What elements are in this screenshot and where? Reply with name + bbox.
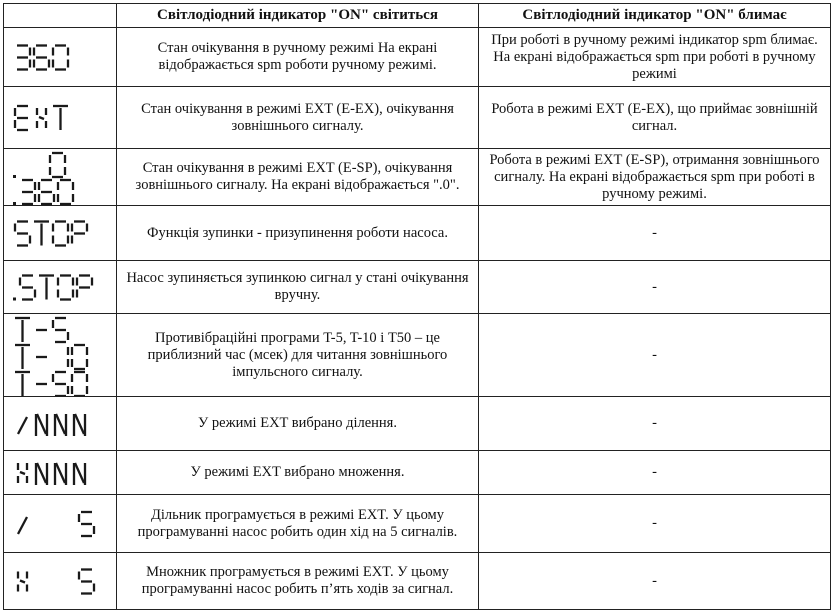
display-cell — [4, 206, 117, 261]
blink-description: - — [479, 451, 831, 495]
on-description: У режимі EXT вибрано множення. — [117, 451, 479, 495]
segment-display — [7, 262, 113, 313]
blink-description: - — [479, 206, 831, 261]
segment-display — [7, 554, 113, 609]
table-row — [4, 261, 831, 314]
display-cell — [4, 149, 117, 206]
display-cell — [4, 451, 117, 495]
on-description: Стан очікування в режимі EXT (E-EX), очікування зовнішнього сигналу. — [117, 87, 479, 149]
blink-description: - — [479, 261, 831, 314]
blink-description: - — [479, 553, 831, 610]
table-row — [4, 87, 831, 149]
segment-display — [7, 452, 113, 494]
segment-display — [7, 496, 113, 552]
segment-display — [7, 398, 113, 450]
segment-display — [7, 150, 113, 205]
header-display — [4, 4, 117, 28]
on-description: Стан очікування в ручному режимі На екрані відображається spm роботи ручному режимі. — [117, 28, 479, 87]
display-cell — [4, 553, 117, 610]
table-row — [4, 206, 831, 261]
table-row — [4, 397, 831, 451]
blink-description: При роботі в ручному режимі індикатор spm блимає. На екрані відображається spm при роботі в ручному режимі — [479, 28, 831, 87]
on-description: Насос зупиняється зупинкою сигнал у стані очікування вручну. — [117, 261, 479, 314]
display-cell — [4, 397, 117, 451]
display-cell — [4, 261, 117, 314]
table-row — [4, 553, 831, 610]
on-description: Функція зупинки - призупинення роботи насоса. — [117, 206, 479, 261]
segment-display — [7, 315, 113, 396]
segment-display — [7, 29, 113, 86]
indicator-table — [3, 3, 831, 610]
blink-description: - — [479, 314, 831, 397]
display-cell — [4, 314, 117, 397]
display-cell — [4, 495, 117, 553]
display-cell — [4, 87, 117, 149]
on-description: Множник програмується в режимі EXT. У цьому програмуванні насос робить п’ять ходів за сигнал. — [117, 553, 479, 610]
blink-description: - — [479, 397, 831, 451]
header-led-blink: Світлодіодний індикатор "ON" блимає — [479, 4, 831, 28]
header-row — [4, 4, 831, 28]
on-description: У режимі EXT вибрано ділення. — [117, 397, 479, 451]
display-cell — [4, 28, 117, 87]
segment-display — [7, 88, 113, 148]
header-led-on: Світлодіодний індикатор "ON" світиться — [117, 4, 479, 28]
on-description: Противібраційні програми T-5, T-10 і T50 – це приблизний час (мсек) для читання зовнішнього імпульсного сигналу. — [117, 314, 479, 397]
blink-description: Робота в режимі EXT (E-SP), отримання зовнішнього сигналу. На екрані відображається spm при роботі в ручному режимі. — [479, 149, 831, 206]
segment-display — [7, 207, 113, 260]
table-row — [4, 314, 831, 397]
blink-description: Робота в режимі EXT (E-EX), що приймає зовнішній сигнал. — [479, 87, 831, 149]
table-row — [4, 451, 831, 495]
table-row — [4, 149, 831, 206]
on-description: Стан очікування в режимі EXT (E-SP), очікування зовнішнього сигналу. На екрані відображається ".0". — [117, 149, 479, 206]
blink-description: - — [479, 495, 831, 553]
table-row — [4, 28, 831, 87]
on-description: Дільник програмується в режимі EXT. У цьому програмуванні насос робить один хід на 5 сигналів. — [117, 495, 479, 553]
table-row — [4, 495, 831, 553]
